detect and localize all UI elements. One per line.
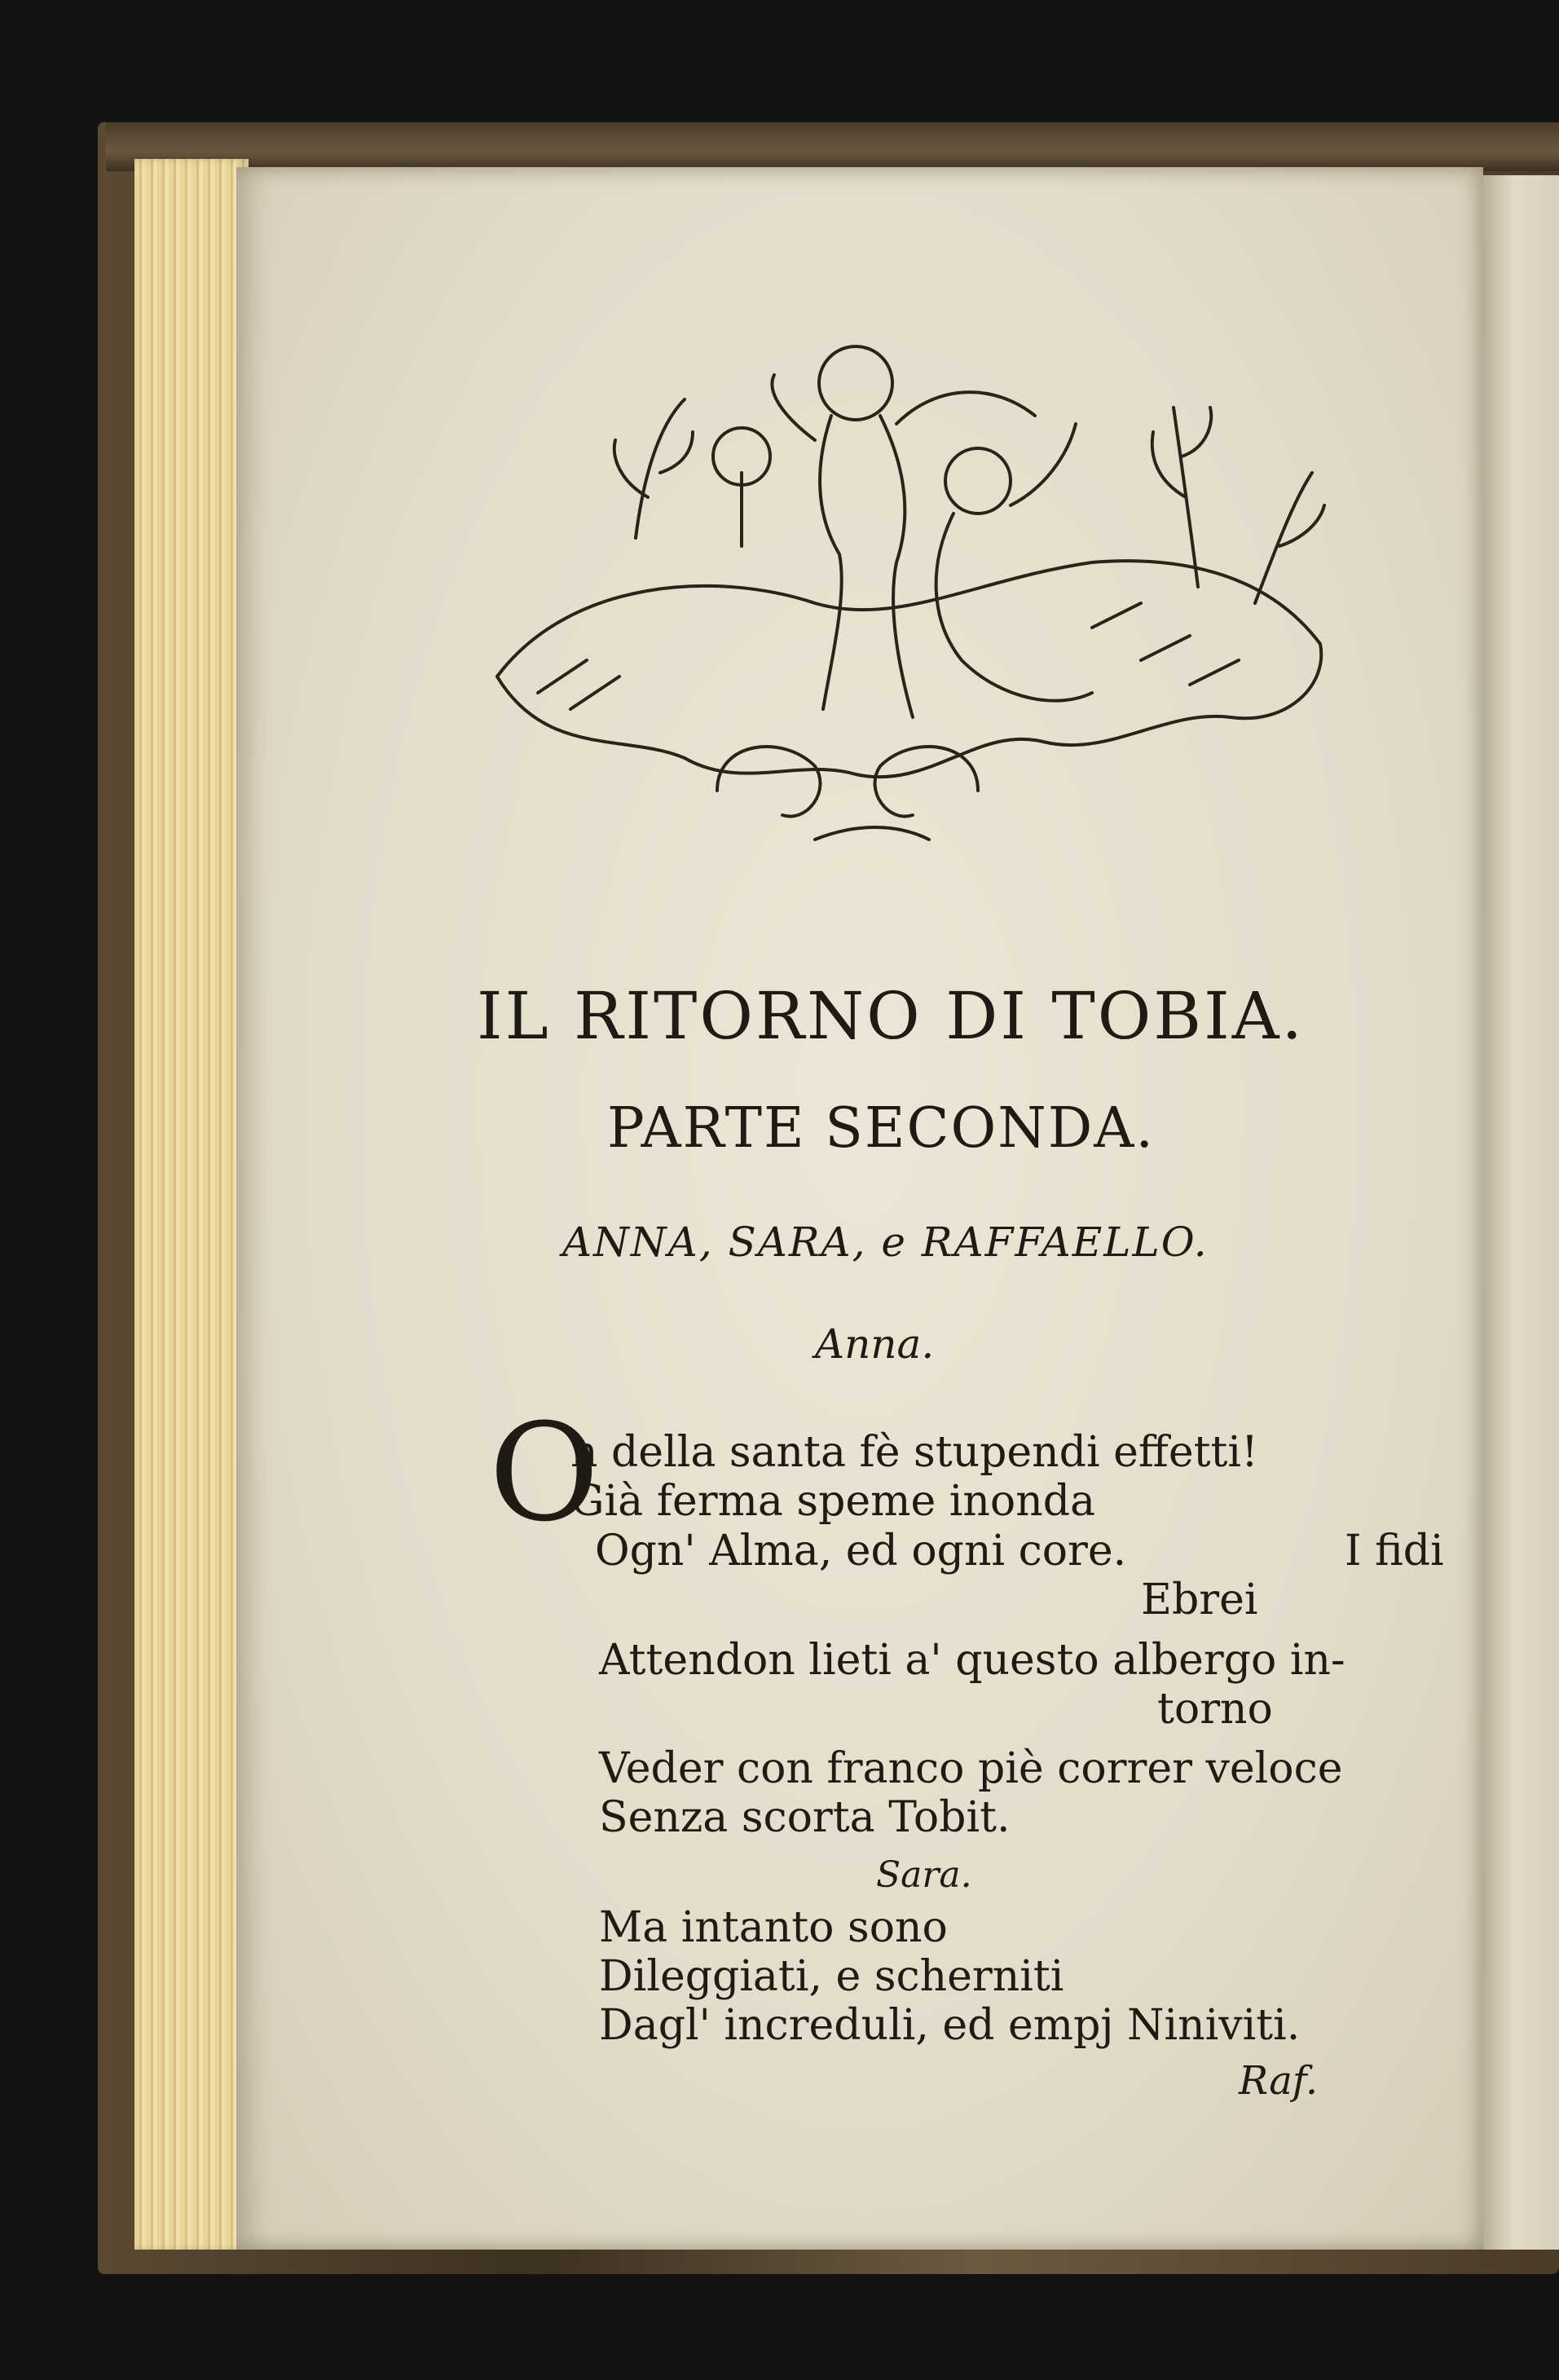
verse-line: Senza scorta Tobit. xyxy=(599,1793,1011,1842)
verse-line: Ogn' Alma, ed ogni core. xyxy=(595,1527,1127,1576)
catchword: Raf. xyxy=(1239,2058,1319,2104)
verse-line: Già ferma speme inonda xyxy=(570,1477,1095,1526)
drop-capital: O xyxy=(489,1395,600,1551)
verse-line: h della santa fè stupendi effetti! xyxy=(570,1428,1258,1477)
character-list: ANNA, SARA, e RAFFAELLO. xyxy=(562,1219,1209,1266)
putti-woodcut-vignette-icon xyxy=(473,334,1345,872)
speaker-label-sara: Sara. xyxy=(876,1854,972,1896)
page-edges xyxy=(134,159,249,2250)
verse-line: torno xyxy=(1157,1685,1273,1734)
part-heading: PARTE SECONDA. xyxy=(607,1096,1155,1161)
speaker-label-anna: Anna. xyxy=(815,1320,935,1368)
verse-line: Attendon lieti a' questo albergo in- xyxy=(599,1636,1345,1685)
verse-line: Dileggiati, e scherniti xyxy=(599,1952,1064,2001)
verse-line: Ebrei xyxy=(1141,1576,1258,1624)
verse-line: Ma intanto sono xyxy=(599,1903,948,1952)
facing-page-edge xyxy=(1483,175,1559,2250)
verse-line: I fidi xyxy=(1345,1527,1444,1576)
book-spine-top xyxy=(106,122,1559,171)
verse-line: Veder con franco piè correr veloce xyxy=(599,1744,1343,1793)
book-title: IL RITORNO DI TOBIA. xyxy=(477,978,1305,1054)
verse-line: Dagl' increduli, ed empj Niniviti. xyxy=(599,2001,1301,2050)
